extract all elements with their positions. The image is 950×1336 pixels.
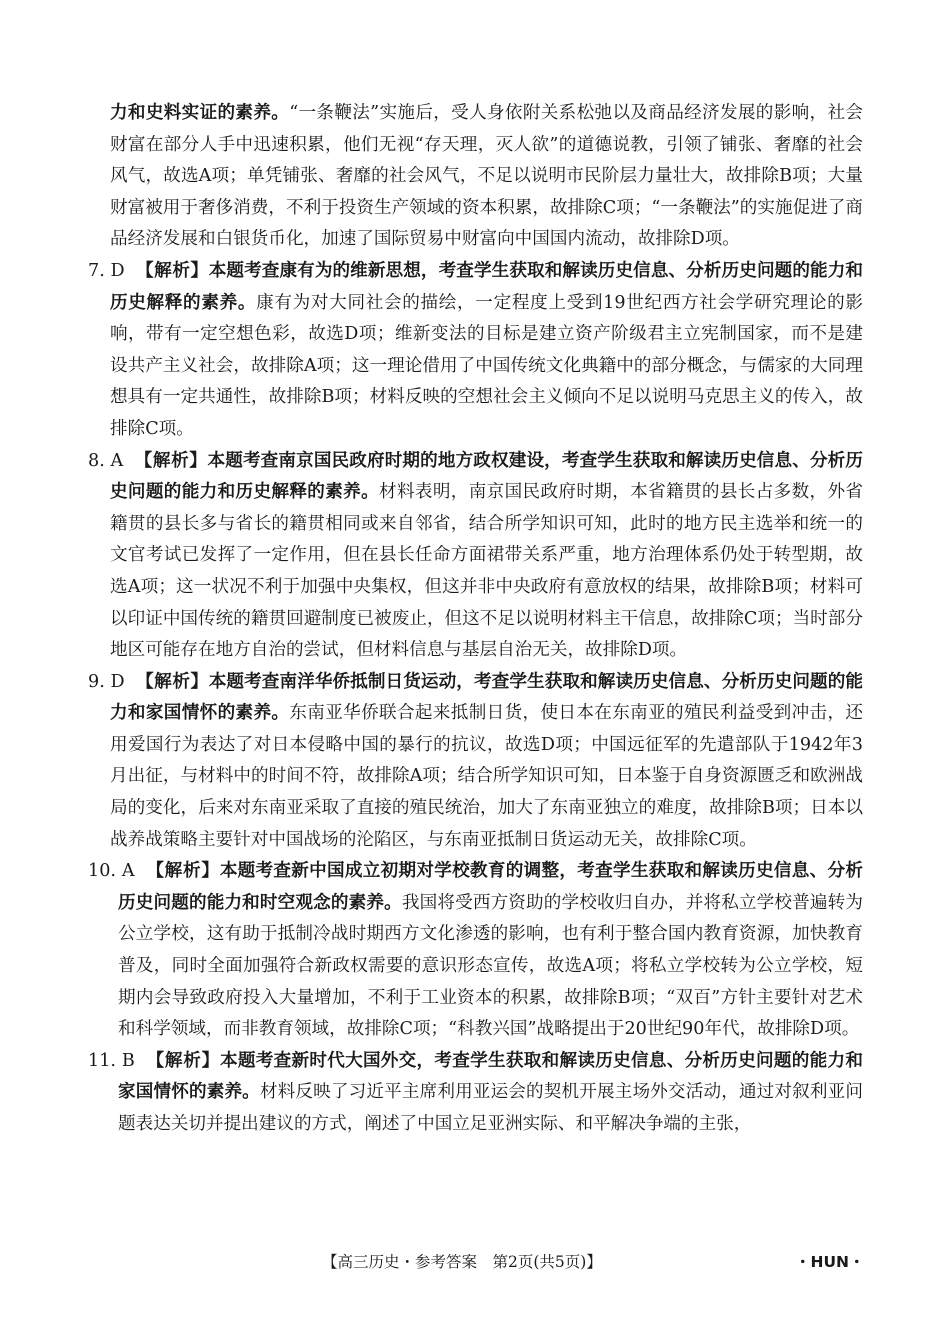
intro-text: “一条鞭法”实施后，受人身依附关系松弛以及商品经济发展的影响，社会财富在部分人手中迅速积累，他们无视“存天理，灭人欲”的道德说教，引领了铺张、奢靡的社会风气，故选A项；单凭铺张、奢靡的社会风气，不足以说明市民阶层力量壮大，故排除B项；大量财富被用于奢侈消费，不利于投资生产领域的资本积累，故排除C项；“一条鞭法”的实施促进了商品经济发展和白银货币化，加速了国际贸易中财富向中国国内流动，故排除D项。 [110,103,863,250]
item-bold-text: 本题考查康有为的维新思想，考查学生获取和解读历史信息、分析历史问题的能力和历史解释的素养。 [110,260,863,313]
answer-item-8 [88,446,863,667]
item-text: 材料反映了习近平主席利用亚运会的契机开展主场外交活动，通过对叙利亚问题表达关切并提出建议的方式，阐述了中国立足亚洲实际、和平解决争端的主张， [118,1082,863,1134]
item-bold-text: 本题考查新时代大国外交，考查学生获取和解读历史信息、分析历史问题的能力和家国情怀的素养。 [118,1050,863,1103]
item-text: 康有为对大同社会的描绘，一定程度上受到19世纪西方社会学研究理论的影响，带有一定空想色彩，故选D项；维新变法的目标是建立资产阶级君主立宪制国家，而不是建设共产主义社会，故排除A项；这一理论借用了中国传统文化典籍中的部分概念，与儒家的大同理想具有一定共通性，故排除B项；材料反映的空想社会主义倾向不足以说明马克思主义的传入，故排除C项。 [110,292,863,439]
answer-content [88,98,863,1141]
analysis-tag: 【解析】 [135,671,209,692]
item-text: 东南亚华侨联合起来抵制日货，使日本在东南亚的殖民利益受到冲击，还用爱国行为表达了对日本侵略中国的暴行的抗议，故选D项；中国远征军的先遣部队于1942年3月出征，与材料中的时间不符，故排除A项；结合所学知识可知，日本鉴于自身资源匮乏和欧洲战局的变化，后来对东南亚采取了直接的殖民统治，加大了东南亚独立的难度，故排除B项；日本以战养战策略主要针对中国战场的沦陷区，与东南亚抵制日货运动无关，故排除C项。 [110,703,863,850]
intro-paragraph [88,98,863,256]
item-bold-text: 本题考查新中国成立初期对学校教育的调整，考查学生获取和解读历史信息、分析历史问题的能力和时空观念的素养。 [118,861,863,913]
item-number: 10. A [88,861,135,882]
item-number: 8. A [88,450,124,471]
analysis-tag: 【解析】 [135,260,209,281]
footer-region-code: ・HUN・ [795,1253,865,1271]
footer-page-info: 【高三历史・参考答案 第2页(共5页)】 [322,1253,602,1271]
answer-item-7 [88,256,863,446]
item-number: 7. D [88,260,125,281]
analysis-tag: 【解析】 [134,450,208,471]
item-number: 11. B [88,1050,135,1071]
item-text: 材料表明，南京国民政府时期，本省籍贯的县长占多数，外省籍贯的县长多与省长的籍贯相同或来自邻省，结合所学知识可知，此时的地方民主选举和统一的文官考试已发挥了一定作用，但在县长任命方面裙带关系严重，地方治理体系仍处于转型期，故选A项；这一状况不利于加强中央集权，但这并非中央政府有意放权的结果，故排除B项；材料可以印证中国传统的籍贯回避制度已被废止，但这不足以说明材料主干信息，故排除C项；当时部分地区可能存在地方自治的尝试，但材料信息与基层自治无关，故排除D项。 [110,482,863,661]
answer-item-11 [88,1046,863,1141]
item-bold-text: 本题考查南京国民政府时期的地方政权建设，考查学生获取和解读历史信息、分析历史问题的能力和历史解释的素养。 [110,450,863,503]
analysis-tag: 【解析】 [146,1050,220,1071]
item-bold-text: 本题考查南洋华侨抵制日货运动，考查学生获取和解读历史信息、分析历史问题的能力和家国情怀的素养。 [110,671,863,724]
analysis-tag: 【解析】 [146,861,220,882]
page-footer [0,1250,950,1280]
answer-item-10 [88,856,863,1046]
intro-bold-text: 力和史料实证的素养。 [110,103,290,123]
item-text: 我国将受西方资助的学校收归自办，并将私立学校普遍转为公立学校，这有助于抵制冷战时期西方文化渗透的影响，也有利于整合国内教育资源，加快教育普及，同时全面加强符合新政权需要的意识形态宣传，故选A项；将私立学校转为公立学校，短期内会导致政府投入大量增加，不利于工业资本的积累，故排除B项；“双百”方针主要针对艺术和科学领域，而非教育领域，故排除C项；“科教兴国”战略提出于20世纪90年代，故排除D项。 [118,892,863,1040]
item-number: 9. D [88,671,125,692]
answer-item-9 [88,667,863,857]
